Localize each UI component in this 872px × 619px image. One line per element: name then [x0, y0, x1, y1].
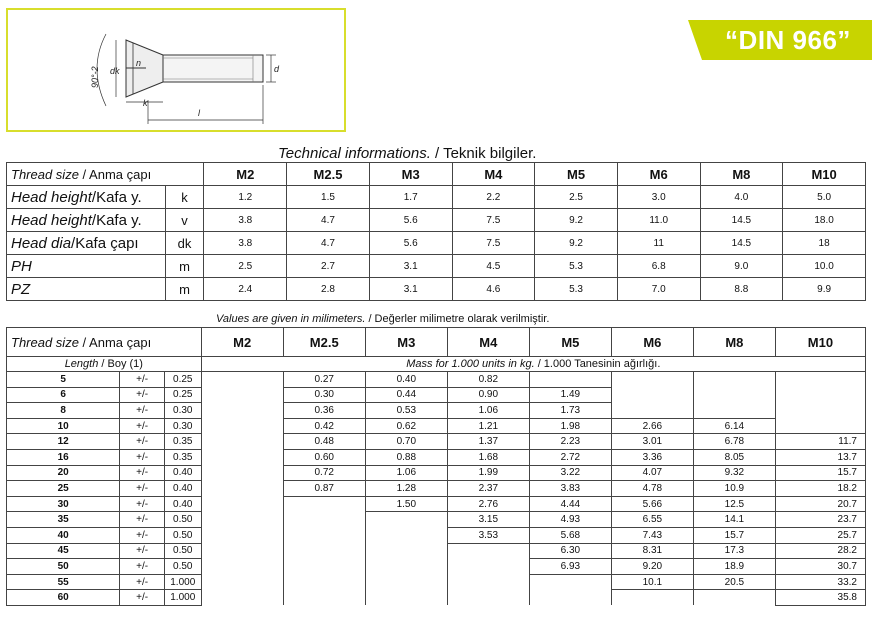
tolerance-cell: 0.50	[164, 527, 201, 543]
tech-cell: 18.0	[783, 209, 866, 232]
mass-cell: 30.7	[775, 559, 865, 575]
mass-cell: 0.27	[283, 372, 365, 388]
tech-cell: 2.7	[287, 255, 370, 278]
tech-row-label	[7, 278, 166, 301]
mass-cell: 3.53	[447, 527, 529, 543]
mass-header-row	[7, 328, 866, 357]
mass-cell: 20.7	[775, 496, 865, 512]
mass-cell	[447, 559, 529, 575]
tech-cell: 3.8	[204, 232, 287, 255]
tolerance-sign-cell: +/-	[120, 403, 164, 419]
mass-size-header: M8	[693, 328, 775, 357]
length-cell: 55	[7, 574, 120, 590]
mass-cell: 6.30	[529, 543, 611, 559]
tolerance-sign-cell: +/-	[120, 372, 164, 388]
row-label-en: Head dia	[11, 234, 72, 252]
mass-header-label-tr: / Anma çapı	[78, 334, 152, 350]
length-cell: 5	[7, 372, 120, 388]
length-cell: 16	[7, 449, 120, 465]
length-label-en: Length	[64, 358, 99, 370]
mass-cell: 6.78	[693, 434, 775, 450]
tolerance-cell: 0.50	[164, 512, 201, 528]
mass-cell	[365, 512, 447, 528]
mass-cell	[201, 590, 283, 606]
mass-size-header: M10	[775, 328, 865, 357]
tech-header-label-en: Thread size	[11, 166, 79, 182]
mass-cell: 3.22	[529, 465, 611, 481]
tolerance-sign-cell: +/-	[120, 465, 164, 481]
table-row	[7, 372, 866, 388]
mass-cell: 10.1	[611, 574, 693, 590]
tech-cell: 7.0	[617, 278, 700, 301]
tech-row-symbol: m	[165, 255, 204, 278]
mass-header-label-en: Thread size	[11, 334, 79, 350]
mass-cell: 0.90	[447, 387, 529, 403]
tolerance-cell: 0.40	[164, 496, 201, 512]
tech-size-header: M3	[369, 163, 452, 186]
mass-cell	[365, 574, 447, 590]
tech-cell: 2.5	[204, 255, 287, 278]
label-n: n	[136, 58, 142, 68]
mass-size-header: M2	[201, 328, 283, 357]
tolerance-cell: 1.000	[164, 574, 201, 590]
tech-header-row	[7, 163, 866, 186]
tech-cell: 9.9	[783, 278, 866, 301]
tolerance-cell: 1.000	[164, 590, 201, 606]
mass-cell: 0.44	[365, 387, 447, 403]
mass-cell	[283, 574, 365, 590]
mass-cell	[201, 496, 283, 512]
mass-cell: 0.60	[283, 449, 365, 465]
mass-cell	[693, 590, 775, 606]
tech-cell: 7.5	[452, 209, 535, 232]
table-row	[7, 481, 866, 497]
mass-cell	[693, 372, 775, 388]
mass-cell: 3.83	[529, 481, 611, 497]
tech-cell: 18	[783, 232, 866, 255]
tech-cell: 7.5	[452, 232, 535, 255]
tech-cell: 10.0	[783, 255, 866, 278]
mass-cell: 0.48	[283, 434, 365, 450]
mass-cell: 17.3	[693, 543, 775, 559]
length-cell: 50	[7, 559, 120, 575]
mass-cell: 1.06	[447, 403, 529, 419]
note-tr: / Değerler milimetre olarak verilmiştir.	[365, 313, 550, 325]
mass-cell	[775, 372, 865, 388]
tech-cell: 2.2	[452, 186, 535, 209]
mass-cell	[447, 590, 529, 606]
mass-cell: 10.9	[693, 481, 775, 497]
label-d: d	[274, 64, 280, 74]
tolerance-sign-cell: +/-	[120, 559, 164, 575]
mass-cell: 35.8	[775, 590, 865, 606]
mass-cell: 2.37	[447, 481, 529, 497]
mass-table	[6, 327, 866, 606]
tech-row-symbol: v	[165, 209, 204, 232]
tolerance-cell: 0.50	[164, 543, 201, 559]
mass-cell	[201, 465, 283, 481]
tech-cell: 4.7	[287, 232, 370, 255]
tech-size-header: M6	[617, 163, 700, 186]
table-row	[7, 559, 866, 575]
mass-table-body	[7, 372, 866, 606]
table-row	[7, 543, 866, 559]
length-cell: 12	[7, 434, 120, 450]
table-row	[7, 403, 866, 419]
mass-cell: 18.2	[775, 481, 865, 497]
tech-size-header: M5	[535, 163, 618, 186]
heading-tr: / Teknik bilgiler.	[430, 145, 537, 162]
mass-size-header: M5	[529, 328, 611, 357]
mass-cell	[365, 543, 447, 559]
tech-cell: 3.1	[369, 255, 452, 278]
tolerance-cell: 0.35	[164, 449, 201, 465]
mass-cell: 3.36	[611, 449, 693, 465]
tech-cell: 3.8	[204, 209, 287, 232]
mass-cell: 18.9	[693, 559, 775, 575]
mass-cell: 2.23	[529, 434, 611, 450]
tech-cell: 5.6	[369, 232, 452, 255]
mass-cell: 0.40	[365, 372, 447, 388]
mass-cell	[611, 590, 693, 606]
mass-cell: 2.76	[447, 496, 529, 512]
tolerance-sign-cell: +/-	[120, 481, 164, 497]
tech-row-label	[7, 186, 166, 209]
mass-cell: 14.1	[693, 512, 775, 528]
row-label-en: Head height	[11, 188, 92, 206]
length-cell: 40	[7, 527, 120, 543]
tech-row	[7, 278, 866, 301]
tolerance-cell: 0.30	[164, 403, 201, 419]
mass-cell: 1.73	[529, 403, 611, 419]
mass-cell	[201, 449, 283, 465]
mass-cell: 4.78	[611, 481, 693, 497]
mass-cell	[283, 590, 365, 606]
mass-cell: 1.50	[365, 496, 447, 512]
mass-cell	[201, 434, 283, 450]
mass-cell: 33.2	[775, 574, 865, 590]
tech-size-header: M4	[452, 163, 535, 186]
mass-cell: 0.88	[365, 449, 447, 465]
mass-cell: 12.5	[693, 496, 775, 512]
label-dk: dk	[110, 66, 120, 76]
mass-size-header: M4	[447, 328, 529, 357]
tolerance-cell: 0.25	[164, 387, 201, 403]
length-cell: 60	[7, 590, 120, 606]
mass-cell	[283, 496, 365, 512]
mass-cell: 4.44	[529, 496, 611, 512]
tolerance-sign-cell: +/-	[120, 434, 164, 450]
mass-cell	[611, 387, 693, 403]
table-row	[7, 590, 866, 606]
table-row	[7, 434, 866, 450]
mass-cell	[201, 559, 283, 575]
mass-cell: 2.72	[529, 449, 611, 465]
tech-cell: 9.0	[700, 255, 783, 278]
length-cell: 25	[7, 481, 120, 497]
title-banner	[688, 20, 872, 60]
mass-cell	[611, 403, 693, 419]
mass-cell	[201, 481, 283, 497]
tech-cell: 5.0	[783, 186, 866, 209]
tech-cell: 5.3	[535, 255, 618, 278]
section-heading	[278, 145, 536, 162]
tolerance-sign-cell: +/-	[120, 512, 164, 528]
table-row	[7, 527, 866, 543]
mass-cell: 0.42	[283, 418, 365, 434]
mass-subheader-row	[7, 357, 866, 372]
mass-cell: 4.93	[529, 512, 611, 528]
technical-table	[6, 162, 866, 301]
tech-cell: 5.6	[369, 209, 452, 232]
mass-header-label	[7, 328, 202, 357]
tolerance-cell: 0.30	[164, 418, 201, 434]
tech-size-header: M2	[204, 163, 287, 186]
mass-cell: 6.93	[529, 559, 611, 575]
mass-cell: 20.5	[693, 574, 775, 590]
mass-cell	[529, 372, 611, 388]
mass-cell	[447, 543, 529, 559]
mass-cell: 0.87	[283, 481, 365, 497]
mass-cell: 1.37	[447, 434, 529, 450]
mass-cell: 0.30	[283, 387, 365, 403]
tech-cell: 1.5	[287, 186, 370, 209]
tech-cell: 6.8	[617, 255, 700, 278]
mass-cell	[283, 527, 365, 543]
tech-cell: 4.5	[452, 255, 535, 278]
tech-row-symbol: k	[165, 186, 204, 209]
mass-cell: 6.55	[611, 512, 693, 528]
mass-cell: 3.15	[447, 512, 529, 528]
mass-cell: 9.20	[611, 559, 693, 575]
tech-row	[7, 209, 866, 232]
mass-cell: 0.70	[365, 434, 447, 450]
mass-cell: 1.99	[447, 465, 529, 481]
mass-cell: 1.68	[447, 449, 529, 465]
table-row	[7, 387, 866, 403]
mass-cell	[447, 574, 529, 590]
mass-cell	[201, 372, 283, 388]
mass-cell	[201, 387, 283, 403]
mass-cell	[283, 543, 365, 559]
length-cell: 45	[7, 543, 120, 559]
tech-cell: 4.6	[452, 278, 535, 301]
banner-title: “DIN 966”	[725, 24, 851, 55]
tolerance-cell: 0.25	[164, 372, 201, 388]
mass-cell: 28.2	[775, 543, 865, 559]
mass-cell	[611, 372, 693, 388]
mass-cell: 0.36	[283, 403, 365, 419]
tech-cell: 1.7	[369, 186, 452, 209]
mass-cell: 15.7	[775, 465, 865, 481]
tolerance-sign-cell: +/-	[120, 574, 164, 590]
mass-cell: 7.43	[611, 527, 693, 543]
tolerance-sign-cell: +/-	[120, 418, 164, 434]
screw-drawing-svg	[8, 10, 344, 130]
tech-cell: 8.8	[700, 278, 783, 301]
table-row	[7, 465, 866, 481]
tech-cell: 14.5	[700, 232, 783, 255]
mass-cell: 1.49	[529, 387, 611, 403]
mass-cell	[529, 590, 611, 606]
mass-label-tr: / 1.000 Tanesinin ağırlığı.	[534, 358, 661, 370]
tech-cell: 4.0	[700, 186, 783, 209]
label-angle: 90°-2	[90, 66, 100, 88]
tech-row-label	[7, 232, 166, 255]
tech-cell: 11.0	[617, 209, 700, 232]
mass-cell	[201, 418, 283, 434]
mass-cell	[365, 590, 447, 606]
tech-row-label	[7, 255, 166, 278]
units-note	[216, 313, 549, 325]
tolerance-cell: 0.50	[164, 559, 201, 575]
tech-cell: 2.8	[287, 278, 370, 301]
table-row	[7, 574, 866, 590]
mass-cell	[693, 387, 775, 403]
length-cell: 30	[7, 496, 120, 512]
row-label-tr: /Kafa y.	[91, 211, 142, 229]
tech-cell: 9.2	[535, 232, 618, 255]
tech-row-symbol: m	[165, 278, 204, 301]
mass-cell: 9.32	[693, 465, 775, 481]
tolerance-sign-cell: +/-	[120, 590, 164, 606]
tech-header-label-tr: / Anma çapı	[78, 166, 152, 182]
mass-label-en: Mass for 1.000 units in kg.	[406, 358, 535, 370]
mass-cell: 1.21	[447, 418, 529, 434]
mass-size-header: M2.5	[283, 328, 365, 357]
technical-drawing	[6, 8, 346, 132]
mass-cell: 13.7	[775, 449, 865, 465]
tech-cell: 4.7	[287, 209, 370, 232]
tech-row-symbol: dk	[165, 232, 204, 255]
table-row	[7, 418, 866, 434]
note-en: Values are given in milimeters.	[216, 313, 366, 325]
tolerance-sign-cell: +/-	[120, 543, 164, 559]
mass-cell	[201, 527, 283, 543]
mass-cell: 5.68	[529, 527, 611, 543]
tech-size-header: M2.5	[287, 163, 370, 186]
mass-size-header: M6	[611, 328, 693, 357]
length-label	[7, 357, 202, 372]
tolerance-sign-cell: +/-	[120, 527, 164, 543]
tech-size-header: M10	[783, 163, 866, 186]
row-label-en: PZ	[11, 280, 31, 298]
tech-row	[7, 186, 866, 209]
length-cell: 35	[7, 512, 120, 528]
mass-cell: 25.7	[775, 527, 865, 543]
mass-label	[201, 357, 865, 372]
label-k: k	[143, 98, 148, 108]
mass-cell: 2.66	[611, 418, 693, 434]
mass-cell: 0.53	[365, 403, 447, 419]
tech-header-label	[7, 163, 204, 186]
tech-cell: 3.0	[617, 186, 700, 209]
mass-cell	[693, 403, 775, 419]
tech-row-label	[7, 209, 166, 232]
row-label-en: Head height	[11, 211, 92, 229]
mass-cell: 11.7	[775, 434, 865, 450]
table-row	[7, 449, 866, 465]
mass-cell	[365, 527, 447, 543]
row-label-tr: /Kafa çapı	[71, 234, 139, 252]
tech-cell: 14.5	[700, 209, 783, 232]
length-cell: 6	[7, 387, 120, 403]
mass-cell	[775, 403, 865, 419]
row-label-en: PH	[11, 257, 32, 275]
mass-cell: 1.06	[365, 465, 447, 481]
tech-row	[7, 255, 866, 278]
mass-cell	[201, 403, 283, 419]
mass-cell: 0.62	[365, 418, 447, 434]
mass-cell	[775, 387, 865, 403]
mass-cell: 6.14	[693, 418, 775, 434]
mass-cell	[283, 559, 365, 575]
length-cell: 20	[7, 465, 120, 481]
tolerance-sign-cell: +/-	[120, 387, 164, 403]
mass-cell: 1.28	[365, 481, 447, 497]
table-row	[7, 496, 866, 512]
mass-cell: 5.66	[611, 496, 693, 512]
mass-cell	[283, 512, 365, 528]
mass-cell	[201, 543, 283, 559]
mass-cell: 0.82	[447, 372, 529, 388]
mass-cell	[529, 574, 611, 590]
tech-cell: 2.5	[535, 186, 618, 209]
tech-cell: 5.3	[535, 278, 618, 301]
mass-cell: 23.7	[775, 512, 865, 528]
tolerance-cell: 0.35	[164, 434, 201, 450]
mass-size-header: M3	[365, 328, 447, 357]
tolerance-cell: 0.40	[164, 481, 201, 497]
table-row	[7, 512, 866, 528]
tolerance-sign-cell: +/-	[120, 449, 164, 465]
tech-cell: 1.2	[204, 186, 287, 209]
length-label-tr: / Boy (1)	[98, 358, 143, 370]
row-label-tr: /Kafa y.	[91, 188, 142, 206]
mass-cell: 8.31	[611, 543, 693, 559]
mass-cell: 15.7	[693, 527, 775, 543]
tolerance-cell: 0.40	[164, 465, 201, 481]
mass-cell	[775, 418, 865, 434]
tech-cell: 2.4	[204, 278, 287, 301]
mass-cell: 1.98	[529, 418, 611, 434]
tolerance-sign-cell: +/-	[120, 496, 164, 512]
mass-cell	[365, 559, 447, 575]
mass-cell	[201, 574, 283, 590]
mass-cell: 4.07	[611, 465, 693, 481]
mass-cell: 0.72	[283, 465, 365, 481]
mass-cell: 8.05	[693, 449, 775, 465]
length-cell: 8	[7, 403, 120, 419]
mass-cell	[201, 512, 283, 528]
tech-row	[7, 232, 866, 255]
heading-en: Technical informations.	[278, 145, 431, 162]
label-l: l	[198, 108, 200, 118]
tech-cell: 11	[617, 232, 700, 255]
mass-cell: 3.01	[611, 434, 693, 450]
tech-cell: 9.2	[535, 209, 618, 232]
tech-size-header: M8	[700, 163, 783, 186]
tech-cell: 3.1	[369, 278, 452, 301]
length-cell: 10	[7, 418, 120, 434]
